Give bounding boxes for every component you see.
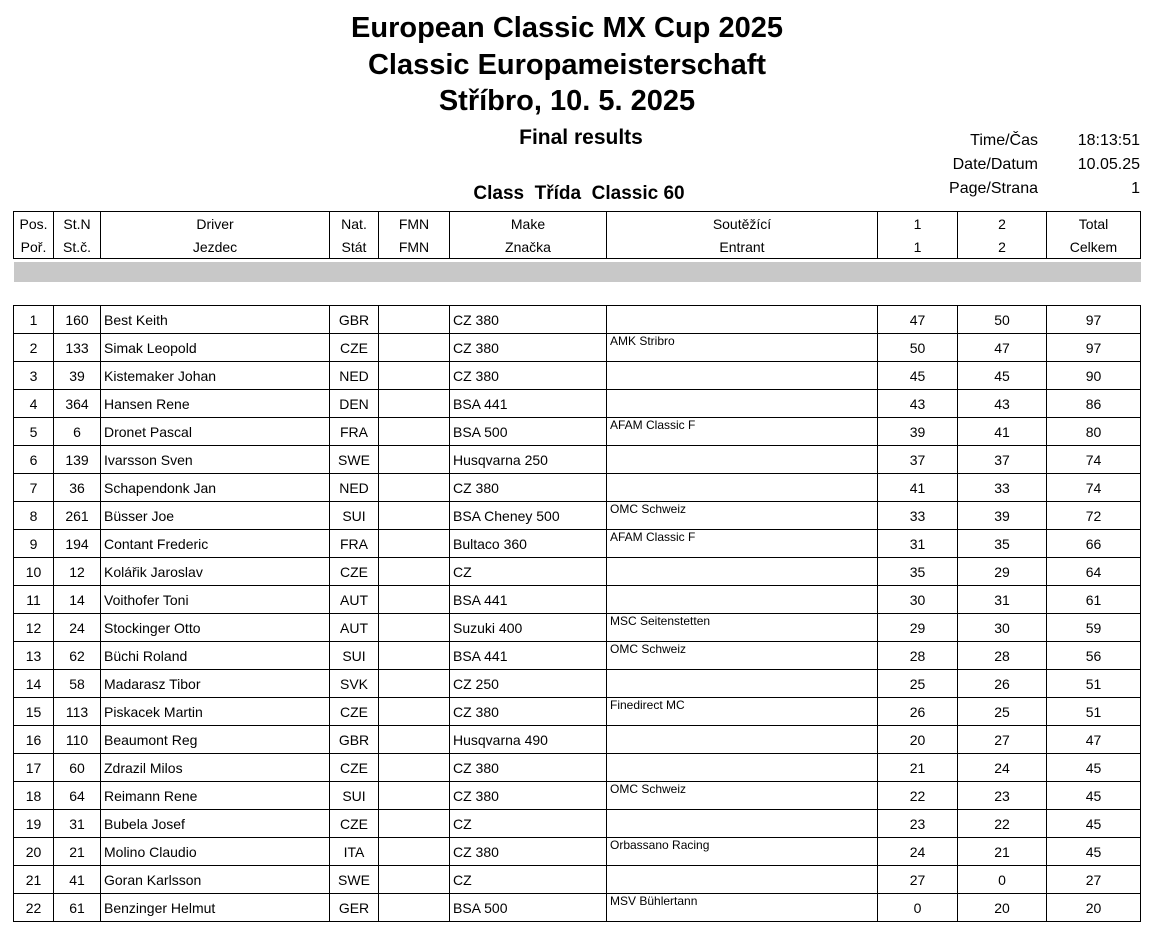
time-label: Time/Čas: [970, 132, 1038, 149]
cell-start-number: 62: [54, 642, 101, 670]
cell-fmn: [379, 726, 450, 754]
cell-total: 97: [1047, 306, 1141, 334]
cell-race-2: 31: [958, 586, 1047, 614]
cell-start-number: 58: [54, 670, 101, 698]
cell-race-1: 25: [878, 670, 958, 698]
cell-fmn: [379, 502, 450, 530]
col-header-total-cz: Celkem: [1047, 235, 1141, 259]
cell-fmn: [379, 418, 450, 446]
cell-start-number: 113: [54, 698, 101, 726]
table-row: [14, 418, 1141, 446]
cell-driver: Stockinger Otto: [101, 614, 330, 642]
cell-entrant: [607, 362, 878, 390]
cell-race-1: 31: [878, 530, 958, 558]
cell-position: 10: [14, 558, 54, 586]
cell-nation: SUI: [330, 502, 379, 530]
col-header-driver: Driver: [101, 212, 330, 236]
cell-fmn: [379, 586, 450, 614]
col-header-race-1-cz: 1: [878, 235, 958, 259]
cell-race-1: 37: [878, 446, 958, 474]
cell-race-1: 28: [878, 642, 958, 670]
cell-make: Husqvarna 250: [450, 446, 607, 474]
cell-position: 14: [14, 670, 54, 698]
time-value: 18:13:51: [1077, 132, 1140, 149]
table-row: [14, 474, 1141, 502]
cell-make: CZ 380: [450, 698, 607, 726]
cell-race-2: 41: [958, 418, 1047, 446]
cell-race-2: 23: [958, 782, 1047, 810]
cell-race-2: 45: [958, 362, 1047, 390]
cell-entrant: [607, 306, 878, 334]
table-row: [14, 614, 1141, 642]
cell-start-number: 14: [54, 586, 101, 614]
col-header-pos-cz: Poř.: [14, 235, 54, 259]
col-header-pos: Pos.: [14, 212, 54, 236]
cell-race-2: 20: [958, 894, 1047, 922]
col-header-entrant: Soutěžící: [607, 212, 878, 236]
cell-race-2: 43: [958, 390, 1047, 418]
cell-driver: Kistemaker Johan: [101, 362, 330, 390]
cell-start-number: 39: [54, 362, 101, 390]
col-header-make: Make: [450, 212, 607, 236]
cell-total: 45: [1047, 838, 1141, 866]
cell-start-number: 194: [54, 530, 101, 558]
cell-total: 80: [1047, 418, 1141, 446]
cell-make: CZ 380: [450, 754, 607, 782]
cell-fmn: [379, 642, 450, 670]
page-label: Page/Strana: [949, 180, 1038, 197]
cell-total: 45: [1047, 810, 1141, 838]
cell-nation: SWE: [330, 866, 379, 894]
cell-position: 1: [14, 306, 54, 334]
cell-position: 19: [14, 810, 54, 838]
cell-nation: AUT: [330, 586, 379, 614]
cell-driver: Dronet Pascal: [101, 418, 330, 446]
cell-race-2: 29: [958, 558, 1047, 586]
cell-fmn: [379, 754, 450, 782]
cell-entrant: [607, 390, 878, 418]
cell-entrant: [607, 866, 878, 894]
cell-fmn: [379, 782, 450, 810]
cell-entrant: [607, 726, 878, 754]
cell-race-2: 25: [958, 698, 1047, 726]
col-header-entrant-cz: Entrant: [607, 235, 878, 259]
cell-driver: Hansen Rene: [101, 390, 330, 418]
table-row: [14, 670, 1141, 698]
cell-start-number: 364: [54, 390, 101, 418]
cell-driver: Bubela Josef: [101, 810, 330, 838]
table-row: [14, 558, 1141, 586]
cell-total: 47: [1047, 726, 1141, 754]
separator-spacer: [14, 282, 1141, 306]
cell-race-1: 39: [878, 418, 958, 446]
cell-race-2: 37: [958, 446, 1047, 474]
cell-fmn: [379, 558, 450, 586]
cell-race-2: 39: [958, 502, 1047, 530]
cell-driver: Kolářik Jaroslav: [101, 558, 330, 586]
col-header-fmn: FMN: [379, 212, 450, 236]
cell-total: 74: [1047, 446, 1141, 474]
cell-fmn: [379, 894, 450, 922]
cell-total: 86: [1047, 390, 1141, 418]
cell-race-2: 26: [958, 670, 1047, 698]
cell-nation: CZE: [330, 334, 379, 362]
cell-total: 59: [1047, 614, 1141, 642]
col-header-make-cz: Značka: [450, 235, 607, 259]
cell-make: CZ 380: [450, 474, 607, 502]
cell-entrant: [607, 670, 878, 698]
table-row: [14, 754, 1141, 782]
cell-make: CZ: [450, 810, 607, 838]
cell-driver: Molino Claudio: [101, 838, 330, 866]
cell-driver: Reimann Rene: [101, 782, 330, 810]
cell-driver: Goran Karlsson: [101, 866, 330, 894]
cell-nation: GBR: [330, 306, 379, 334]
cell-nation: CZE: [330, 810, 379, 838]
cell-make: BSA 441: [450, 642, 607, 670]
cell-race-1: 30: [878, 586, 958, 614]
cell-total: 27: [1047, 866, 1141, 894]
page-value: 1: [1131, 180, 1140, 197]
cell-start-number: 24: [54, 614, 101, 642]
cell-start-number: 64: [54, 782, 101, 810]
cell-make: BSA 441: [450, 390, 607, 418]
cell-total: 51: [1047, 670, 1141, 698]
cell-fmn: [379, 866, 450, 894]
event-location-date: Stříbro, 10. 5. 2025: [438, 85, 696, 117]
cell-start-number: 139: [54, 446, 101, 474]
cell-driver: Voithofer Toni: [101, 586, 330, 614]
cell-driver: Schapendonk Jan: [101, 474, 330, 502]
cell-race-1: 24: [878, 838, 958, 866]
table-row: [14, 782, 1141, 810]
cell-make: CZ 380: [450, 334, 607, 362]
cell-race-1: 29: [878, 614, 958, 642]
cell-total: 66: [1047, 530, 1141, 558]
cell-race-1: 27: [878, 866, 958, 894]
cell-driver: Piskacek Martin: [101, 698, 330, 726]
table-row: [14, 866, 1141, 894]
table-row: [14, 726, 1141, 754]
table-row: [14, 446, 1141, 474]
cell-position: 22: [14, 894, 54, 922]
cell-race-2: 30: [958, 614, 1047, 642]
cell-fmn: [379, 446, 450, 474]
cell-entrant: MSV Bühlertann: [607, 894, 878, 922]
cell-race-1: 47: [878, 306, 958, 334]
cell-entrant: OMC Schweiz: [607, 502, 878, 530]
table-row: [14, 334, 1141, 362]
cell-race-2: 35: [958, 530, 1047, 558]
cell-race-1: 23: [878, 810, 958, 838]
cell-position: 18: [14, 782, 54, 810]
cell-position: 11: [14, 586, 54, 614]
cell-entrant: [607, 810, 878, 838]
event-title: European Classic MX Cup 2025: [351, 12, 783, 44]
cell-race-1: 41: [878, 474, 958, 502]
cell-start-number: 110: [54, 726, 101, 754]
cell-start-number: 133: [54, 334, 101, 362]
cell-entrant: AMK Stribro: [607, 334, 878, 362]
cell-race-2: 28: [958, 642, 1047, 670]
cell-nation: FRA: [330, 418, 379, 446]
cell-make: BSA 500: [450, 418, 607, 446]
cell-fmn: [379, 838, 450, 866]
cell-race-1: 43: [878, 390, 958, 418]
cell-nation: CZE: [330, 754, 379, 782]
cell-race-1: 21: [878, 754, 958, 782]
cell-position: 6: [14, 446, 54, 474]
cell-fmn: [379, 614, 450, 642]
cell-total: 90: [1047, 362, 1141, 390]
results-table: [13, 211, 1141, 922]
cell-fmn: [379, 530, 450, 558]
cell-nation: CZE: [330, 698, 379, 726]
cell-position: 21: [14, 866, 54, 894]
cell-fmn: [379, 810, 450, 838]
date-value: 10.05.25: [1077, 156, 1140, 173]
cell-race-2: 22: [958, 810, 1047, 838]
cell-nation: SVK: [330, 670, 379, 698]
cell-race-1: 20: [878, 726, 958, 754]
col-header-nat: Nat.: [330, 212, 379, 236]
event-title-german: Classic Europameisterschaft: [367, 49, 767, 81]
cell-start-number: 36: [54, 474, 101, 502]
cell-position: 5: [14, 418, 54, 446]
cell-make: CZ 380: [450, 306, 607, 334]
cell-make: CZ: [450, 866, 607, 894]
cell-race-2: 27: [958, 726, 1047, 754]
grey-band: [14, 262, 1141, 282]
cell-total: 64: [1047, 558, 1141, 586]
table-row: [14, 390, 1141, 418]
cell-position: 7: [14, 474, 54, 502]
cell-fmn: [379, 474, 450, 502]
cell-race-1: 0: [878, 894, 958, 922]
table-row: [14, 642, 1141, 670]
grey-separator: [14, 259, 1141, 283]
cell-position: 15: [14, 698, 54, 726]
cell-race-1: 45: [878, 362, 958, 390]
cell-driver: Madarasz Tibor: [101, 670, 330, 698]
cell-start-number: 12: [54, 558, 101, 586]
cell-race-2: 50: [958, 306, 1047, 334]
cell-start-number: 31: [54, 810, 101, 838]
table-row: [14, 838, 1141, 866]
cell-nation: NED: [330, 474, 379, 502]
cell-start-number: 21: [54, 838, 101, 866]
cell-nation: FRA: [330, 530, 379, 558]
class-line: Class Třída Classic 60: [473, 183, 685, 204]
cell-start-number: 61: [54, 894, 101, 922]
cell-make: BSA Cheney 500: [450, 502, 607, 530]
col-header-nat-cz: Stát: [330, 235, 379, 259]
cell-make: BSA 441: [450, 586, 607, 614]
col-header-stn: St.N: [54, 212, 101, 236]
col-header-driver-cz: Jezdec: [101, 235, 330, 259]
cell-driver: Contant Frederic: [101, 530, 330, 558]
cell-position: 20: [14, 838, 54, 866]
table-row: [14, 502, 1141, 530]
cell-total: 51: [1047, 698, 1141, 726]
cell-position: 4: [14, 390, 54, 418]
cell-entrant: OMC Schweiz: [607, 782, 878, 810]
cell-total: 74: [1047, 474, 1141, 502]
cell-entrant: AFAM Classic F: [607, 530, 878, 558]
cell-race-1: 50: [878, 334, 958, 362]
cell-race-2: 0: [958, 866, 1047, 894]
cell-driver: Simak Leopold: [101, 334, 330, 362]
cell-entrant: Orbassano Racing: [607, 838, 878, 866]
cell-position: 8: [14, 502, 54, 530]
cell-fmn: [379, 362, 450, 390]
cell-fmn: [379, 334, 450, 362]
cell-driver: Zdrazil Milos: [101, 754, 330, 782]
cell-driver: Benzinger Helmut: [101, 894, 330, 922]
cell-entrant: AFAM Classic F: [607, 418, 878, 446]
cell-entrant: [607, 586, 878, 614]
col-header-race-1: 1: [878, 212, 958, 236]
cell-total: 61: [1047, 586, 1141, 614]
date-label: Date/Datum: [952, 156, 1038, 173]
table-row: [14, 362, 1141, 390]
cell-entrant: [607, 474, 878, 502]
table-row: [14, 894, 1141, 922]
cell-driver: Büchi Roland: [101, 642, 330, 670]
cell-nation: SUI: [330, 642, 379, 670]
cell-driver: Büsser Joe: [101, 502, 330, 530]
cell-race-1: 35: [878, 558, 958, 586]
cell-position: 3: [14, 362, 54, 390]
table-row: [14, 698, 1141, 726]
cell-make: Bultaco 360: [450, 530, 607, 558]
cell-total: 45: [1047, 782, 1141, 810]
cell-make: CZ 250: [450, 670, 607, 698]
cell-start-number: 6: [54, 418, 101, 446]
cell-race-1: 33: [878, 502, 958, 530]
cell-entrant: [607, 558, 878, 586]
cell-total: 20: [1047, 894, 1141, 922]
cell-entrant: [607, 754, 878, 782]
cell-fmn: [379, 390, 450, 418]
cell-make: CZ 380: [450, 838, 607, 866]
cell-position: 9: [14, 530, 54, 558]
header-row-english: [14, 212, 1141, 236]
cell-start-number: 60: [54, 754, 101, 782]
cell-fmn: [379, 698, 450, 726]
cell-nation: AUT: [330, 614, 379, 642]
cell-make: CZ 380: [450, 782, 607, 810]
cell-race-2: 21: [958, 838, 1047, 866]
cell-position: 12: [14, 614, 54, 642]
cell-total: 45: [1047, 754, 1141, 782]
cell-start-number: 160: [54, 306, 101, 334]
cell-entrant: [607, 446, 878, 474]
cell-total: 97: [1047, 334, 1141, 362]
cell-make: CZ 380: [450, 362, 607, 390]
cell-race-2: 47: [958, 334, 1047, 362]
cell-entrant: OMC Schweiz: [607, 642, 878, 670]
cell-driver: Beaumont Reg: [101, 726, 330, 754]
header-row-czech: [14, 235, 1141, 259]
cell-make: Suzuki 400: [450, 614, 607, 642]
table-row: [14, 306, 1141, 334]
cell-race-1: 26: [878, 698, 958, 726]
cell-fmn: [379, 306, 450, 334]
cell-position: 17: [14, 754, 54, 782]
cell-position: 2: [14, 334, 54, 362]
cell-total: 72: [1047, 502, 1141, 530]
results-subtitle: Final results: [519, 126, 643, 149]
cell-position: 16: [14, 726, 54, 754]
col-header-race-2: 2: [958, 212, 1047, 236]
cell-nation: ITA: [330, 838, 379, 866]
col-header-fmn-cz: FMN: [379, 235, 450, 259]
cell-entrant: Finedirect MC: [607, 698, 878, 726]
cell-nation: NED: [330, 362, 379, 390]
cell-driver: Ivarsson Sven: [101, 446, 330, 474]
cell-position: 13: [14, 642, 54, 670]
cell-nation: GBR: [330, 726, 379, 754]
cell-nation: CZE: [330, 558, 379, 586]
cell-fmn: [379, 670, 450, 698]
cell-race-1: 22: [878, 782, 958, 810]
col-header-stn-cz: St.č.: [54, 235, 101, 259]
cell-nation: SUI: [330, 782, 379, 810]
table-row: [14, 586, 1141, 614]
cell-race-2: 24: [958, 754, 1047, 782]
cell-driver: Best Keith: [101, 306, 330, 334]
table-row: [14, 530, 1141, 558]
cell-make: Husqvarna 490: [450, 726, 607, 754]
cell-nation: SWE: [330, 446, 379, 474]
results-body: [14, 306, 1141, 922]
cell-make: BSA 500: [450, 894, 607, 922]
cell-nation: DEN: [330, 390, 379, 418]
col-header-race-2-cz: 2: [958, 235, 1047, 259]
cell-start-number: 41: [54, 866, 101, 894]
cell-entrant: MSC Seitenstetten: [607, 614, 878, 642]
cell-start-number: 261: [54, 502, 101, 530]
table-row: [14, 810, 1141, 838]
cell-nation: GER: [330, 894, 379, 922]
cell-total: 56: [1047, 642, 1141, 670]
cell-make: CZ: [450, 558, 607, 586]
cell-race-2: 33: [958, 474, 1047, 502]
col-header-total: Total: [1047, 212, 1141, 236]
